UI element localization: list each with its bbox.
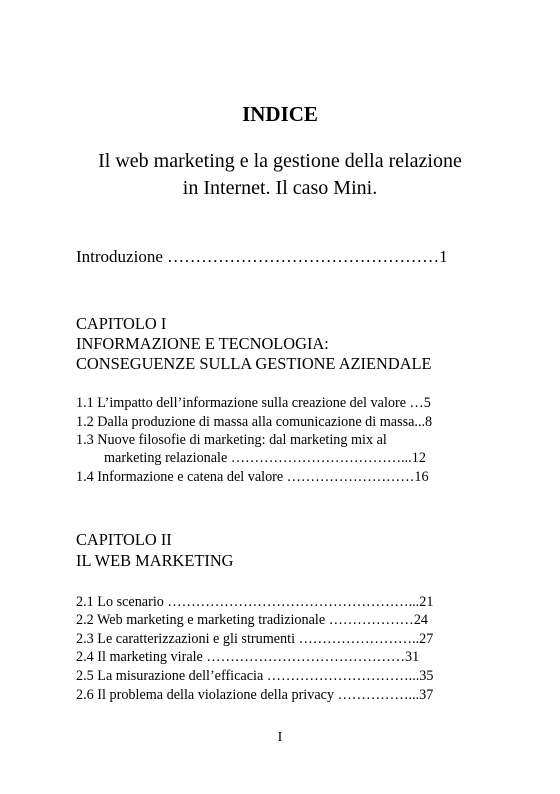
toc-entry-1-1: 1.1 L’impatto dell’informazione sulla creazione del valore …5	[76, 395, 431, 411]
toc-entry-2-2: 2.2 Web marketing e marketing tradizionale ………………24	[76, 612, 429, 628]
page-number: I	[277, 730, 283, 745]
chapter-1-title-line-1: INFORMAZIONE E TECNOLOGIA:	[76, 334, 329, 353]
toc-entry-2-5: 2.5 La misurazione dell’efficacia …………………………...35	[76, 668, 434, 684]
toc-entry-1-4: 1.4 Informazione e catena del valore ………………………16	[76, 469, 429, 485]
toc-entry-2-1: 2.1 Lo scenario ……………………………………………...21	[76, 594, 434, 610]
document-subtitle-line-2: in Internet. Il caso Mini.	[182, 177, 378, 199]
toc-entry-1-3-continued: marketing relazionale ………………………………...12	[104, 450, 426, 466]
index-heading: INDICE	[242, 102, 318, 126]
toc-entry-2-6: 2.6 Il problema della violazione della privacy ……………...37	[76, 687, 434, 703]
toc-entry-1-3: 1.3 Nuove filosofie di marketing: dal marketing mix al	[76, 432, 387, 448]
toc-entry-introduzione: Introduzione …………………………………………1	[76, 247, 448, 266]
toc-entry-2-3: 2.3 Le caratterizzazioni e gli strumenti ……………………..27	[76, 631, 434, 647]
document-subtitle-line-1: Il web marketing e la gestione della relazione	[98, 150, 462, 172]
chapter-2-label: CAPITOLO II	[76, 530, 172, 549]
chapter-1-title-line-2: CONSEGUENZE SULLA GESTIONE AZIENDALE	[76, 354, 432, 373]
toc-entry-1-2: 1.2 Dalla produzione di massa alla comunicazione di massa...8	[76, 414, 433, 430]
chapter-2-title: IL WEB MARKETING	[76, 551, 234, 570]
chapter-1-label: CAPITOLO I	[76, 314, 167, 333]
toc-entry-2-4: 2.4 Il marketing virale ……………………………………31	[76, 649, 420, 665]
